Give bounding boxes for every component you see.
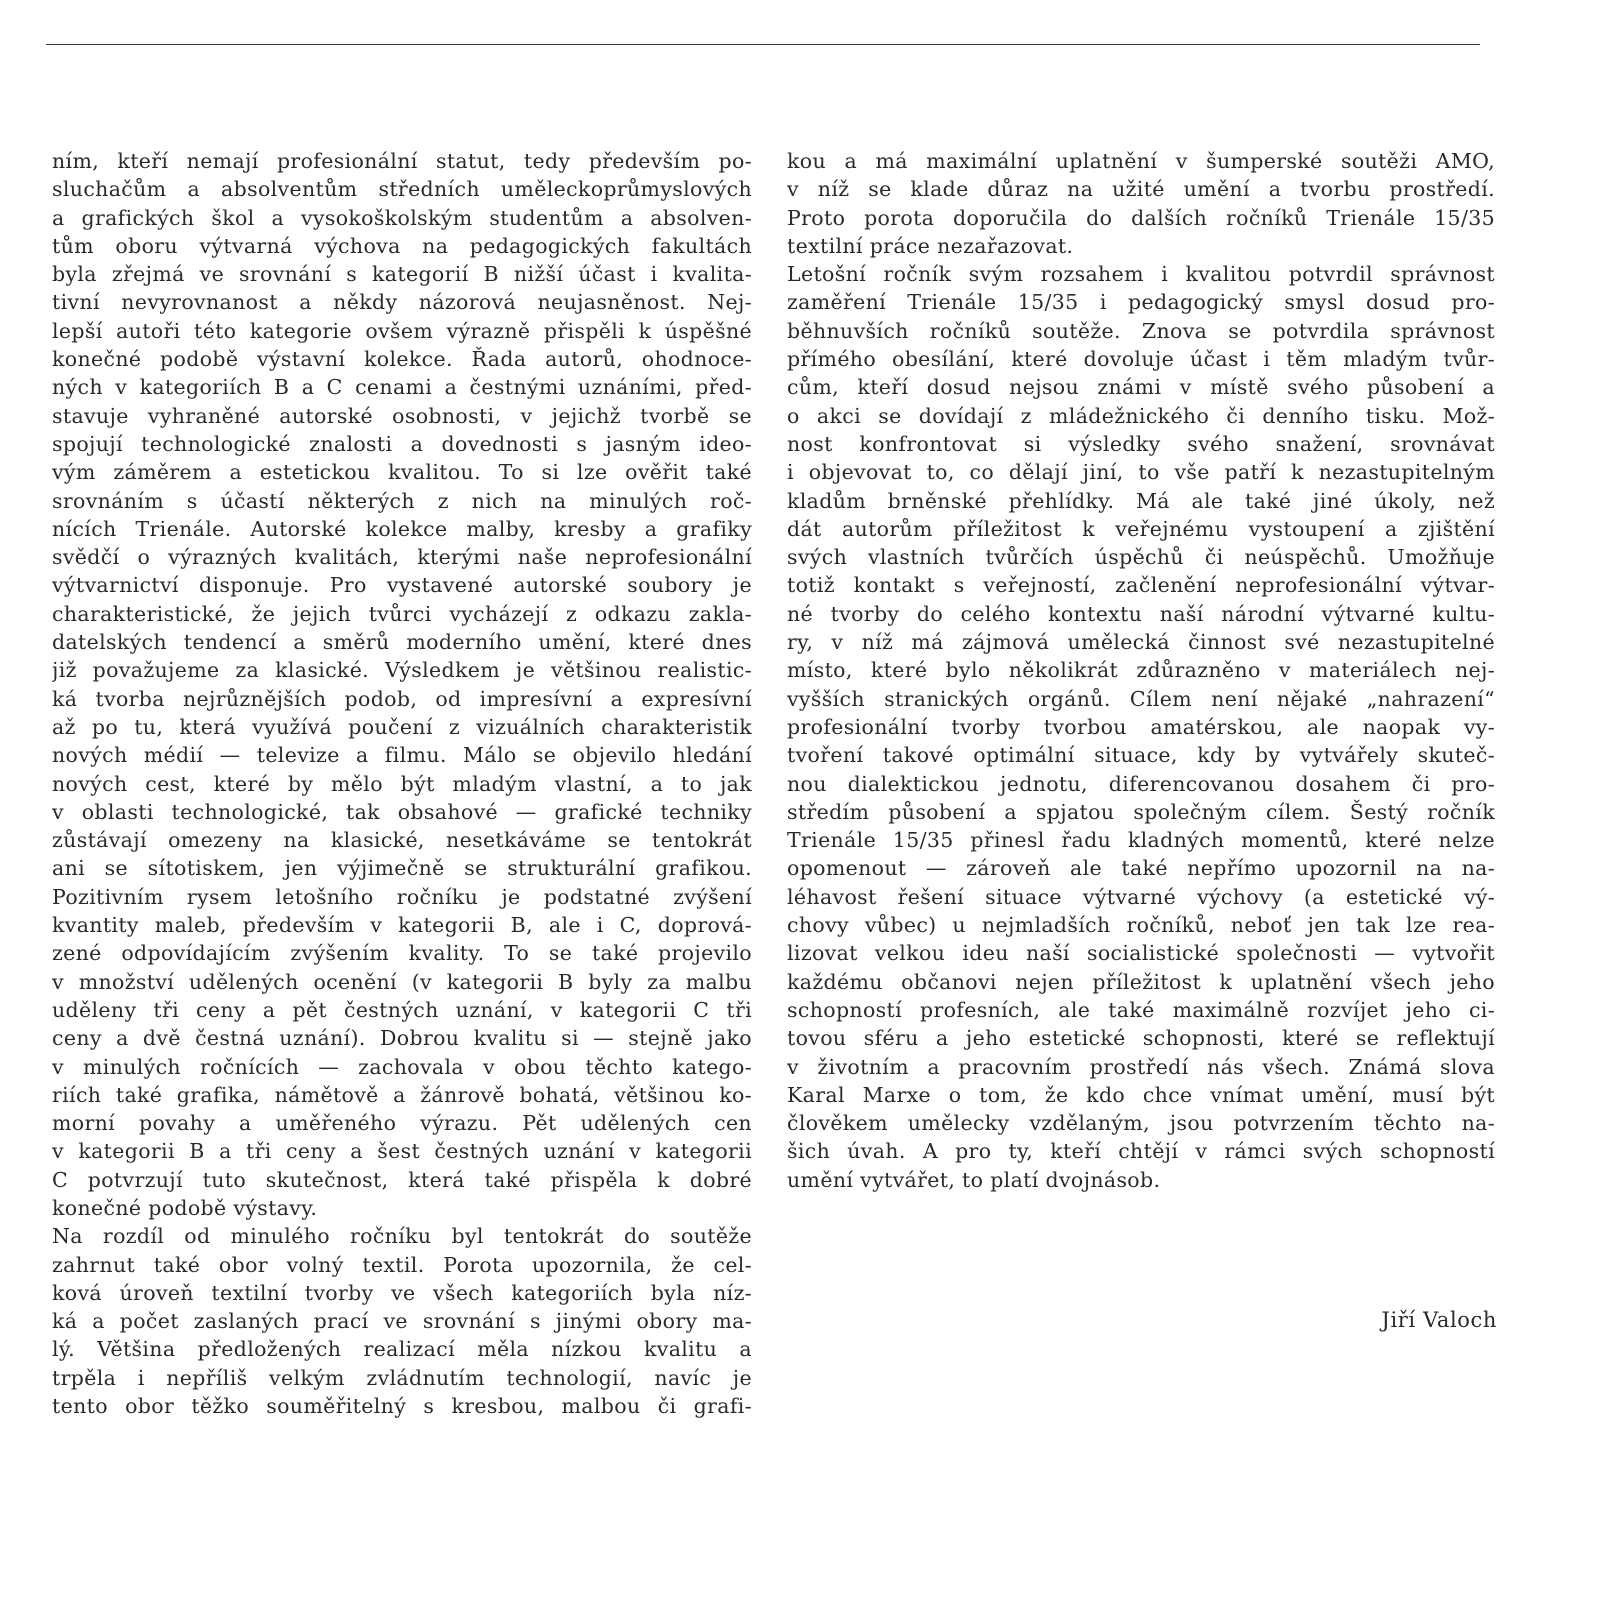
text-line: cům, kteří dosud nejsou známi v místě svého působení a [787, 375, 1495, 400]
text-line: Letošní ročník svým rozsahem i kvalitou potvrdil správnost [787, 262, 1495, 287]
left-text-column [52, 147, 752, 1420]
text-line: vým záměrem a estetickou kvalitou. To si lze ověřit také [52, 460, 752, 485]
text-line: stavuje vyhraněné autorské osobnosti, v jejichž tvorbě se [52, 403, 752, 428]
text-line: zahrnut také obor volný textil. Porota upozornila, že cel- [52, 1252, 752, 1277]
text-line: byla zřejmá ve srovnání s kategorií B nižší účast i kvalita- [52, 262, 752, 287]
text-line: ková úroveň textilní tvorby ve všech kategoriích byla níz- [52, 1280, 752, 1305]
text-line: Trienále 15/35 přinesl řadu kladných momentů, které nelze [787, 828, 1495, 853]
author-signature: Jiří Valoch [1381, 1308, 1497, 1332]
text-line: Pozitivním rysem letošního ročníku je podstatné zvýšení [52, 884, 752, 909]
text-line: nících Trienále. Autorské kolekce malby, kresby a grafiky [52, 516, 752, 541]
text-line: zené odpovídajícím zvýšením kvality. To se také projevilo [52, 941, 752, 966]
text-line: né tvorby do celého kontextu naší národní výtvarné kultu- [787, 601, 1495, 626]
text-line: ry, v níž má zájmová umělecká činnost své nezastupitelné [787, 630, 1495, 655]
text-line: v níž se klade důraz na užité umění a tvorbu prostředí. [787, 177, 1495, 202]
text-line: běhnuvších ročníků soutěže. Znova se potvrdila správnost [787, 318, 1495, 343]
text-line: lý. Většina předložených realizací měla nízkou kvalitu a [52, 1337, 752, 1362]
text-line: chovy vůbec) u nejmladších ročníků, neboť jen tak lze rea- [787, 913, 1495, 938]
text-line: nových cest, které by mělo být mladým vlastní, a to jak [52, 771, 752, 796]
text-line: Karal Marxe o tom, že kdo chce vnímat umění, musí být [787, 1082, 1495, 1107]
text-line: uděleny tři ceny a pět čestných uznání, v kategorii C tři [52, 997, 752, 1022]
text-line: ká tvorba nejrůznějších podob, od impresívní a expresívní [52, 686, 752, 711]
text-line: již považujeme za klasické. Výsledkem je většinou realistic- [52, 658, 752, 683]
text-line: ká a počet zaslaných prací ve srovnání s jinými obory ma- [52, 1309, 752, 1334]
text-line: přímého obesílání, které dovoluje účast i těm mladým tvůr- [787, 347, 1495, 372]
text-line: šich úvah. A pro ty, kteří chtějí v rámci svých schopností [787, 1139, 1495, 1164]
text-line: morní povahy a uměřeného výrazu. Pět udělených cen [52, 1111, 752, 1136]
text-line: o akci se dovídají z mládežnického či denního tisku. Mož- [787, 403, 1495, 428]
text-line: ných v kategoriích B a C cenami a čestnými uznáními, před- [52, 375, 752, 400]
text-line: totiž kontakt s veřejností, začlenění neprofesionální výtvar- [787, 573, 1495, 598]
text-line: v minulých ročnících — zachovala v obou těchto katego- [52, 1054, 752, 1079]
text-line: lepší autoři této kategorie ovšem výrazně přispěli k úspěšné [52, 318, 752, 343]
text-line: charakteristické, že jejich tvůrci vycházejí z odkazu zakla- [52, 601, 752, 626]
text-line: každému občanovi nejen příležitost k uplatnění všech jeho [787, 969, 1495, 994]
text-line: nost konfrontovat si výsledky svého snažení, srovnávat [787, 431, 1495, 456]
text-line: v množství udělených ocenění (v kategorii B byly za malbu [52, 969, 752, 994]
text-line: tivní nevyrovnanost a někdy názorová neujasněnost. Nej- [52, 290, 752, 315]
text-line: schopností profesních, ale také maximálně rozvíjet jeho ci- [787, 997, 1495, 1022]
text-line: srovnáním s účastí některých z nich na minulých roč- [52, 488, 752, 513]
text-line: konečné podobě výstavní kolekce. Řada autorů, ohodnoce- [52, 347, 752, 372]
text-line: datelských tendencí a směrů moderního umění, které dnes [52, 630, 752, 655]
text-line: kou a má maximální uplatnění v šumperské soutěži AMO, [787, 149, 1495, 173]
text-line: tovou sféru a jeho estetické schopnosti, které se reflektují [787, 1026, 1495, 1051]
text-line: tům oboru výtvarná výchova na pedagogických fakultách [52, 233, 752, 258]
text-line: v oblasti technologické, tak obsahové — grafické techniky [52, 799, 752, 824]
text-line: nových médií — televize a filmu. Málo se objevilo hledání [52, 743, 752, 768]
text-line: textilní práce nezařazovat. [787, 233, 1074, 258]
text-line: ceny a dvě čestná uznání). Dobrou kvalitu si — stejně jako [52, 1026, 752, 1051]
text-line: výtvarnictví disponuje. Pro vystavené autorské soubory je [52, 573, 752, 598]
text-line: nou dialektickou jednotu, diferencovanou dosahem či pro- [787, 771, 1495, 796]
text-line: Proto porota doporučila do dalších ročníků Trienále 15/35 [787, 205, 1495, 230]
text-line: riích také grafika, námětově a žánrově bohatá, většinou ko- [52, 1082, 752, 1107]
top-rule [46, 44, 1480, 45]
text-line: konečné podobě výstavy. [52, 1195, 318, 1220]
text-line: svých vlastních tvůrčích úspěchů či neúspěchů. Umožňuje [787, 545, 1495, 570]
text-line: člověkem umělecky vzdělaným, jsou potvrzením těchto na- [787, 1111, 1495, 1136]
text-line: trpěla i nepříliš velkým zvládnutím technologií, navíc je [52, 1365, 752, 1390]
text-line: středím působení a spjatou společným cílem. Šestý ročník [787, 799, 1495, 824]
text-line: kladům brněnské přehlídky. Má ale také jiné úkoly, než [787, 488, 1495, 513]
text-line: ním, kteří nemají profesionální statut, tedy především po- [52, 149, 752, 173]
text-line: lizovat velkou ideu naší socialistické společnosti — vytvořit [787, 941, 1495, 966]
text-line: opomenout — zároveň ale také nepřímo upozornil na na- [787, 856, 1495, 881]
text-line: v kategorii B a tři ceny a šest čestných uznání v kategorii [52, 1139, 752, 1164]
text-line: zůstávají omezeny na klasické, nesetkáváme se tentokrát [52, 828, 752, 853]
text-line: tvoření takové optimální situace, kdy by vytvářely skuteč- [787, 743, 1495, 768]
text-line: zaměření Trienále 15/35 i pedagogický smysl dosud pro- [787, 290, 1495, 315]
text-line: svědčí o výrazných kvalitách, kterými naše neprofesionální [52, 545, 752, 570]
text-line: C potvrzují tuto skutečnost, která také přispěla k dobré [52, 1167, 752, 1192]
text-line: i objevovat to, co dělají jiní, to vše patří k nezastupitelným [787, 460, 1495, 485]
text-line: Na rozdíl od minulého ročníku byl tentokrát do soutěže [52, 1224, 752, 1249]
text-line: spojují technologické znalosti a dovednosti s jasným ideo- [52, 431, 752, 456]
right-text-column [787, 147, 1495, 1194]
text-line: a grafických škol a vysokoškolským studentům a absolven- [52, 205, 752, 230]
text-line: tento obor těžko souměřitelný s kresbou, malbou či grafi- [52, 1394, 752, 1419]
text-line: sluchačům a absolventům středních uměleckoprůmyslových [52, 177, 752, 202]
text-line: vyšších stranických orgánů. Cílem není nějaké „nahrazení“ [787, 686, 1495, 711]
text-line: ani se sítotiskem, jen výjimečně se strukturální grafikou. [52, 856, 752, 881]
text-line: profesionální tvorby tvorbou amatérskou, ale naopak vy- [787, 714, 1495, 739]
text-line: místo, které bylo několikrát zdůrazněno v materiálech nej- [787, 658, 1495, 683]
text-line: dát autorům příležitost k veřejnému vystoupení a zjištění [787, 516, 1495, 541]
text-line: umění vytvářet, to platí dvojnásob. [787, 1167, 1161, 1192]
text-line: léhavost řešení situace výtvarné výchovy (a estetické vý- [787, 884, 1495, 909]
text-line: až po tu, která využívá poučení z vizuálních charakteristik [52, 714, 752, 739]
text-line: kvantity maleb, především v kategorii B, ale i C, doprová- [52, 913, 752, 938]
text-line: v životním a pracovním prostředí nás všech. Známá slova [787, 1054, 1495, 1079]
